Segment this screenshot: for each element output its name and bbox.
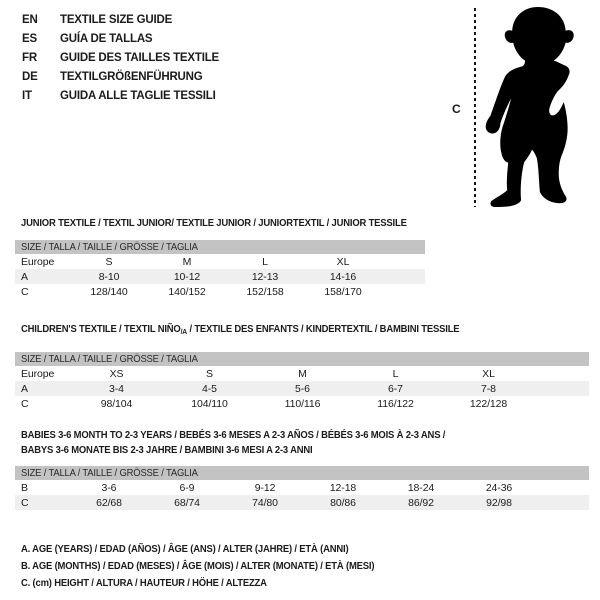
size-cell: 6-9	[179, 481, 195, 494]
table-row	[15, 396, 589, 411]
table-title-babies	[21, 428, 600, 458]
header-section	[0, 0, 600, 212]
height-marker-line	[474, 8, 476, 207]
filler-cell	[538, 480, 589, 495]
language-title: TEXTILGRÖßENFÜHRUNG	[60, 71, 203, 83]
size-cell: XL	[336, 255, 350, 268]
babies-textile-section	[15, 428, 600, 510]
table-title-text	[21, 323, 459, 338]
size-cell: 24-36	[485, 481, 513, 494]
legend-line-c	[21, 575, 600, 592]
size-cell: 140/152	[168, 285, 206, 298]
language-title: GUÍA DE TALLAS	[60, 33, 153, 45]
size-cell: M	[182, 255, 192, 268]
size-cell: 18-24	[407, 481, 435, 494]
size-cell: 128/140	[90, 285, 128, 298]
legend-text: A. AGE (YEARS) / EDAD (AÑOS) / ÂGE (ANS) / ALTER (JAHRE) / ETÀ (ANNI)	[21, 543, 349, 555]
table-row	[15, 366, 589, 381]
table-title-children	[21, 323, 600, 338]
size-header-bar	[15, 240, 425, 254]
size-cell: L	[392, 367, 399, 380]
table-row	[15, 381, 589, 396]
size-cell: 6-7	[349, 381, 442, 396]
size-header-label: SIZE / TALLA / TAILLE / GRÖSSE / TAGLIA	[21, 353, 198, 365]
size-cell: 68/74	[148, 495, 226, 510]
row-label-cell: C	[21, 285, 29, 298]
table-title-line1: BABIES 3-6 MONTH TO 2-3 YEARS / BEBÉS 3-6 MESES A 2-3 AÑOS / BÉBÉS 3-6 MOIS À 2-3 ANS /	[21, 429, 446, 441]
size-cell: 62/68	[70, 495, 148, 510]
children-size-table	[15, 352, 589, 411]
language-code: IT	[22, 90, 32, 102]
size-cell: XS	[109, 367, 124, 380]
table-row	[15, 284, 425, 299]
size-cell: 92/98	[460, 495, 538, 510]
babies-size-table	[15, 466, 589, 510]
table-row	[15, 480, 589, 495]
size-cell: 5-6	[256, 381, 349, 396]
size-header-bar	[15, 466, 589, 480]
size-cell: S	[105, 255, 113, 268]
size-cell: 3-6	[101, 481, 117, 494]
junior-textile-section	[15, 217, 600, 299]
size-cell: 14-16	[304, 269, 382, 284]
size-header-label: SIZE / TALLA / TAILLE / GRÖSSE / TAGLIA	[21, 241, 198, 253]
legend-text: C. (cm) HEIGHT / ALTURA / HAUTEUR / HÖHE / ALTEZZA	[21, 577, 267, 589]
filler-cell	[538, 495, 589, 510]
table-row	[15, 495, 589, 510]
row-label-cell: Europe	[21, 367, 55, 380]
size-cell: 10-12	[148, 269, 226, 284]
legend-line-a	[21, 541, 600, 558]
size-cell: 116/122	[377, 397, 414, 410]
size-cell: 152/158	[246, 285, 284, 298]
language-row	[22, 87, 219, 106]
size-header-bar	[15, 352, 589, 366]
size-cell: 12-18	[329, 481, 357, 494]
size-cell: 122/128	[469, 397, 508, 410]
size-cell: L	[262, 255, 268, 268]
language-title: TEXTILE SIZE GUIDE	[60, 14, 173, 26]
toddler-silhouette-icon	[480, 4, 582, 207]
table-title-junior	[21, 217, 600, 229]
language-title: GUIDA ALLE TAGLIE TESSILI	[60, 90, 216, 102]
language-row	[22, 30, 219, 49]
row-label-cell: C	[15, 495, 70, 510]
size-header-label: SIZE / TALLA / TAILLE / GRÖSSE / TAGLIA	[21, 467, 198, 479]
children-textile-section	[15, 323, 600, 411]
language-title: GUIDE DES TAILLES TEXTILE	[60, 52, 219, 64]
size-cell: 8-10	[70, 269, 148, 284]
height-marker-label: C	[452, 102, 461, 116]
filler-cell	[382, 269, 425, 284]
legend-section	[21, 541, 600, 592]
table-row	[15, 269, 425, 284]
size-figure	[440, 0, 600, 212]
language-row	[22, 11, 219, 30]
size-cell: XL	[482, 367, 495, 380]
size-cell: 12-13	[226, 269, 304, 284]
size-cell: 7-8	[442, 381, 535, 396]
row-label-cell: A	[15, 269, 70, 284]
row-label-cell: B	[21, 481, 28, 494]
size-cell: 110/116	[284, 397, 321, 410]
legend-text: B. AGE (MONTHS) / EDAD (MESES) / ÂGE (MOIS) / ALTER (MONATE) / ETÀ (MESI)	[21, 560, 375, 572]
filler-cell	[535, 396, 589, 411]
filler-cell	[535, 381, 589, 396]
row-label-cell: A	[15, 381, 70, 396]
language-code: ES	[22, 33, 37, 45]
size-cell: S	[206, 367, 213, 380]
title-part: CHILDREN'S TEXTILE / TEXTIL NIÑO	[21, 323, 181, 335]
filler-cell	[382, 284, 425, 299]
size-cell: 74/80	[226, 495, 304, 510]
language-code: FR	[22, 52, 37, 64]
table-title-text: JUNIOR TEXTILE / TEXTIL JUNIOR/ TEXTILE JUNIOR / JUNIORTEXTIL / JUNIOR TESSILE	[21, 217, 407, 229]
size-cell: 158/170	[324, 285, 362, 298]
size-cell: 4-5	[163, 381, 256, 396]
size-cell: 3-4	[70, 381, 163, 396]
filler-cell	[535, 366, 589, 381]
table-title-line2: BABYS 3-6 MONATE BIS 2-3 JAHRE / BAMBINI 3-6 MESI A 2-3 ANNI	[21, 444, 313, 456]
size-cell: 86/92	[382, 495, 460, 510]
language-row	[22, 49, 219, 68]
size-cell: 104/110	[191, 397, 228, 410]
table-row	[15, 254, 425, 269]
filler-cell	[382, 254, 425, 269]
language-list	[22, 11, 219, 106]
size-cell: M	[298, 367, 307, 380]
junior-size-table	[15, 240, 425, 299]
size-cell: 80/86	[304, 495, 382, 510]
title-subscript: /A	[180, 327, 188, 336]
language-code: EN	[22, 14, 38, 26]
row-label-cell: C	[21, 397, 29, 410]
row-label-cell: Europe	[21, 255, 55, 268]
size-cell: 9-12	[254, 481, 276, 494]
language-code: DE	[22, 71, 38, 83]
size-cell: 98/104	[100, 397, 133, 410]
legend-line-b	[21, 558, 600, 575]
language-row	[22, 68, 219, 87]
title-part: / TEXTILE DES ENFANTS / KINDERTEXTIL / BAMBINI TESSILE	[187, 323, 460, 335]
